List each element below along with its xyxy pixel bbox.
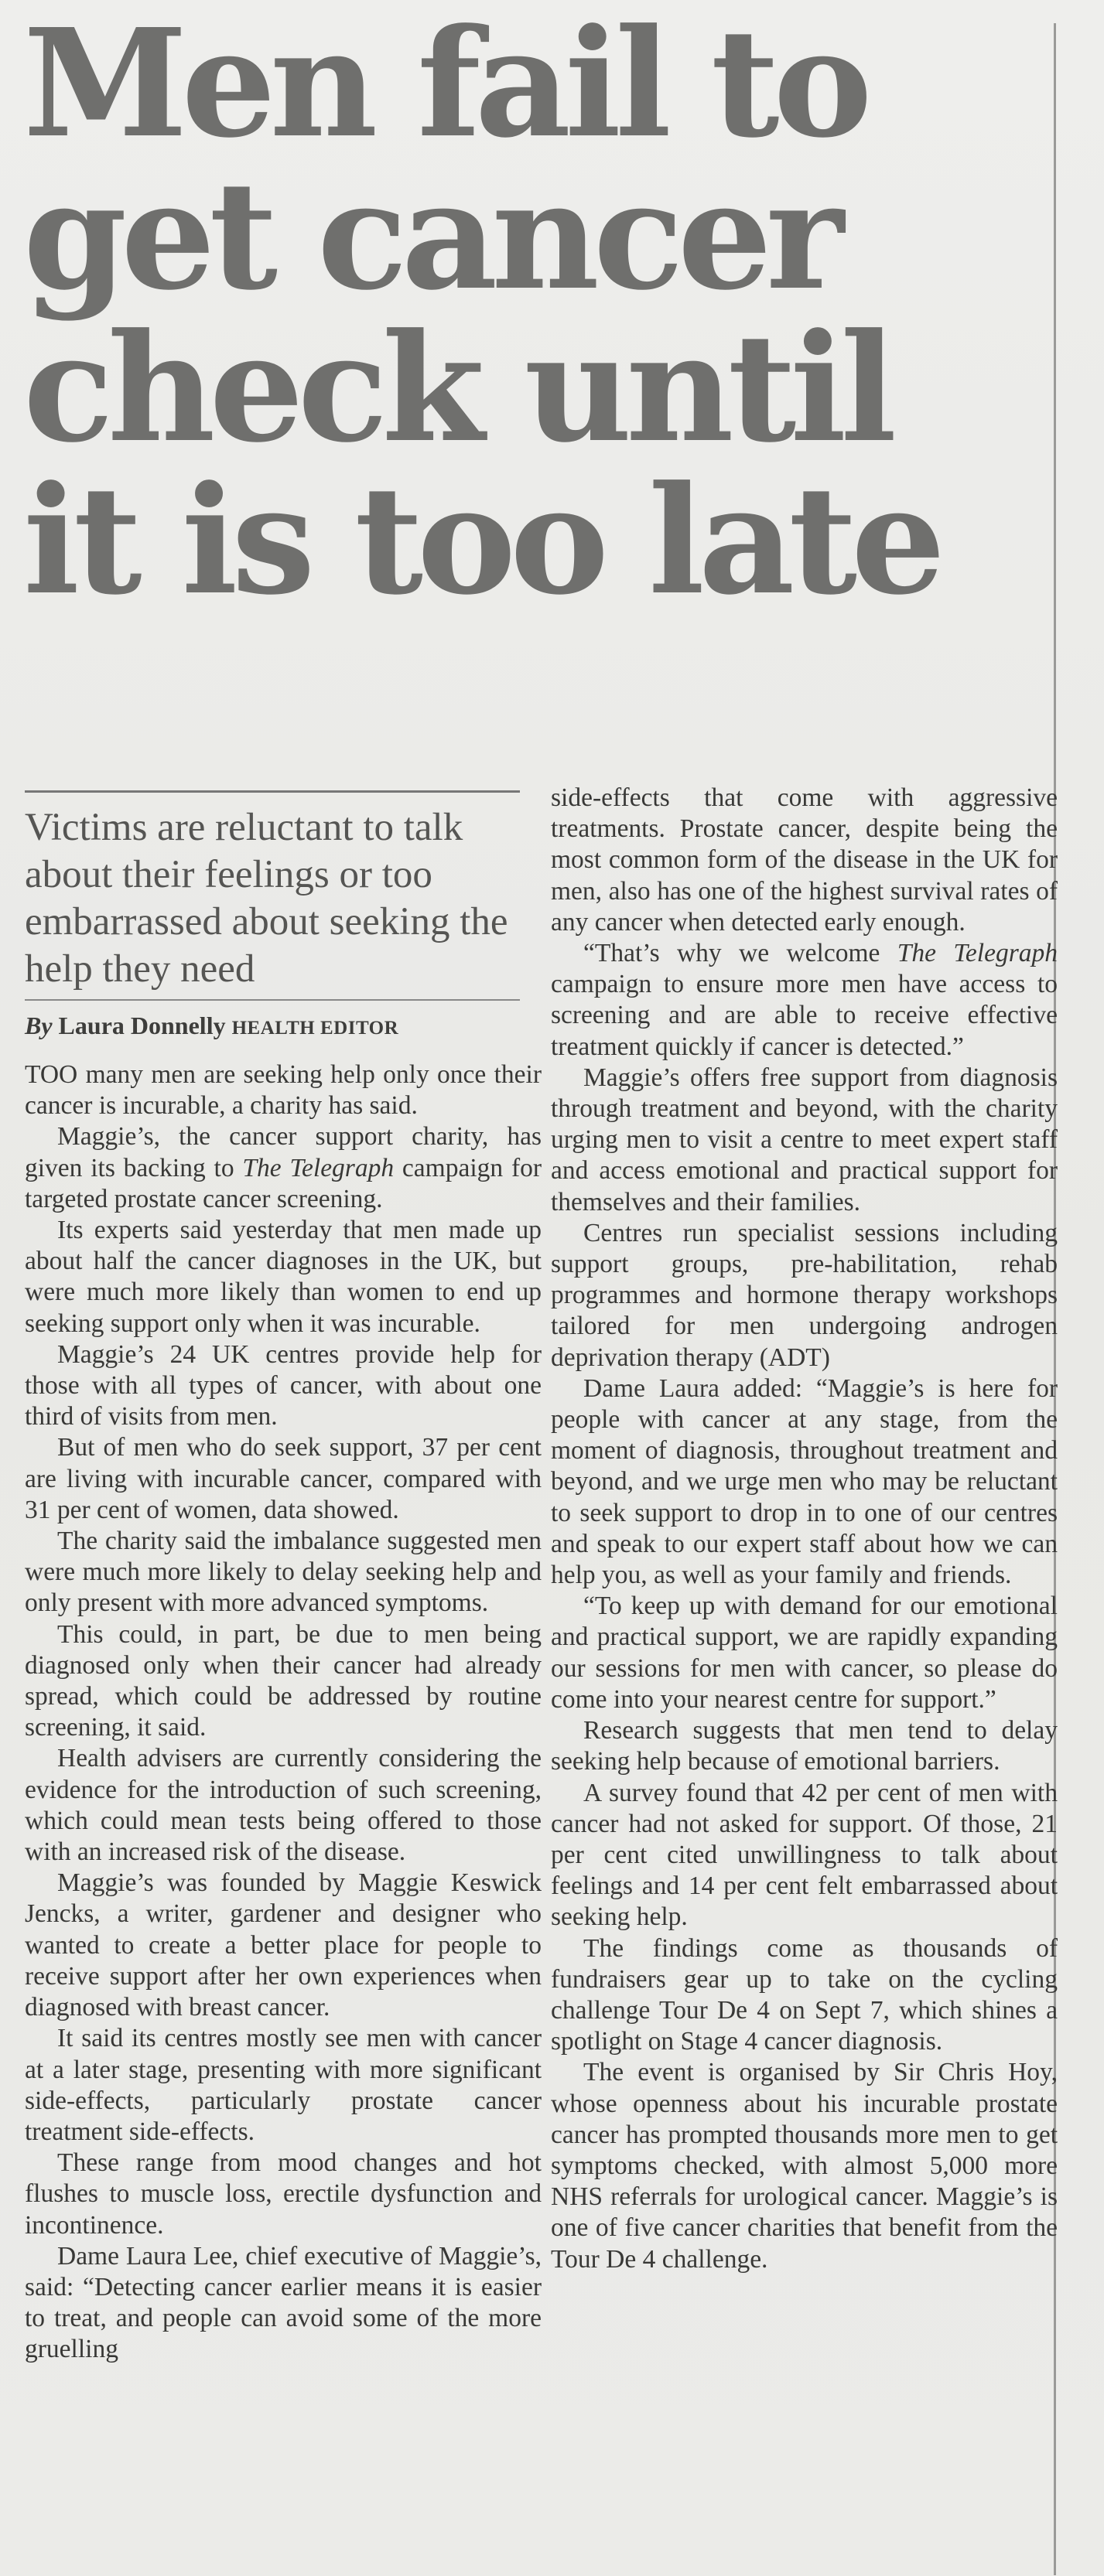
paragraph: Research suggests that men tend to delay seeking help because of emotional barriers. bbox=[551, 1716, 1058, 1776]
standfirst-top-rule bbox=[25, 790, 520, 793]
paragraph: But of men who do seek support, 37 per cent are living with incurable cancer, compared with 31 per cent of women, data showed. bbox=[25, 1433, 542, 1524]
headline: Men fail to get cancer check until it is too late bbox=[23, 0, 940, 628]
byline-author: Laura Donnelly bbox=[58, 1012, 226, 1039]
paragraph: TOO many men are seeking help only once their cancer is incurable, a charity has said. bbox=[25, 1060, 542, 1121]
byline-by: By bbox=[25, 1012, 53, 1039]
paragraph: The charity said the imbalance suggested men were much more likely to delay seeking help and only present with more advanced symptoms. bbox=[25, 1527, 542, 1618]
paragraph: It said its centres mostly see men with cancer at a later stage, presenting with more significant side-effects, particularly prostate cancer treatment side-effects. bbox=[25, 2024, 542, 2146]
publication-title: The Telegraph bbox=[897, 939, 1058, 968]
paragraph: Its experts said yesterday that men made up about half the cancer diagnoses in the UK, but were much more likely than women to end up seeking support only when it was incurable. bbox=[25, 1216, 542, 1338]
byline bbox=[25, 1007, 528, 1047]
paragraph: side-effects that come with aggressive treatments. Prostate cancer, despite being the most common form of the disease in the UK for men, also has one of the highest survival rates of any cancer when detected early enough. bbox=[551, 783, 1058, 937]
paragraph: Centres run specialist sessions including support groups, pre-habilitation, rehab programmes and hormone therapy workshops tailored for men undergoing androgen deprivation therapy (ADT) bbox=[551, 1218, 1058, 1372]
byline-role: HEALTH EDITOR bbox=[231, 1018, 399, 1039]
paragraph: Maggie’s was founded by Maggie Keswick Jencks, a writer, gardener and designer who wanted to create a better place for people to receive support after her own experiences when diagnosed with breast cancer. bbox=[25, 1868, 542, 2022]
paragraph: Dame Laura added: “Maggie’s is here for people with cancer at any stage, from the moment of diagnosis, throughout treatment and beyond, and we urge men who may be reluctant to seek support to drop in to one of our centres and speak to our expert staff about how we can help you, as well as your family and friends. bbox=[551, 1373, 1058, 1590]
paragraph: Maggie’s offers free support from diagnosis through treatment and beyond, with the charity urging men to visit a centre to meet expert staff and access emotional and practical support for themselves and their families. bbox=[551, 1063, 1058, 1216]
paragraph: Dame Laura Lee, chief executive of Maggie’s, said: “Detecting cancer earlier means it is easier to treat, and people can avoid some of the more gruelling bbox=[25, 2241, 542, 2364]
standfirst: Victims are reluctant to talk about their feelings or too embarrassed about seeking the help they need bbox=[25, 806, 508, 991]
paragraph: Maggie’s, the cancer support charity, has given its backing to The Telegraph campaign for targeted prostate cancer screening. bbox=[25, 1122, 542, 1213]
paragraph: This could, in part, be due to men being diagnosed only when their cancer had already spread, which could be addressed by routine screening, it said. bbox=[25, 1619, 542, 1742]
article-column-right bbox=[551, 783, 1058, 2275]
paragraph: Maggie’s 24 UK centres provide help for those with all types of cancer, with about one third of visits from men. bbox=[25, 1339, 542, 1431]
publication-title: The Telegraph bbox=[242, 1153, 395, 1182]
paragraph: These range from mood changes and hot flushes to muscle loss, erectile dysfunction and incontinence. bbox=[25, 2148, 542, 2240]
paragraph: The event is organised by Sir Chris Hoy, whose openness about his incurable prostate cancer has prompted thousands more men to get symptoms checked, with almost 5,000 more NHS referrals for urological cancer. Maggie’s is one of five cancer charities that benefit from the Tour De 4 challenge. bbox=[551, 2058, 1058, 2274]
paragraph: A survey found that 42 per cent of men with cancer had not asked for support. Of those, 21 per cent cited unwillingness to talk about feelings and 14 per cent felt embarrassed about seeking help. bbox=[551, 1778, 1058, 1932]
paragraph: The findings come as thousands of fundraisers gear up to take on the cycling challenge Tour De 4 on Sept 7, which shines a spotlight on Stage 4 cancer diagnosis. bbox=[551, 1933, 1058, 2056]
paragraph: “To keep up with demand for our emotional and practical support, we are rapidly expanding our sessions for men with cancer, so please do come into your nearest centre for support.” bbox=[551, 1592, 1058, 1714]
byline-rule bbox=[25, 999, 520, 1001]
paragraph: Health advisers are currently considering the evidence for the introduction of such screening, which could mean tests being offered to those with an increased risk of the disease. bbox=[25, 1744, 542, 1867]
paragraph: “That’s why we welcome The Telegraph campaign to ensure more men have access to screening and are able to receive effective treatment quickly if cancer is detected.” bbox=[551, 939, 1058, 1061]
article-column-left bbox=[25, 1059, 542, 2366]
